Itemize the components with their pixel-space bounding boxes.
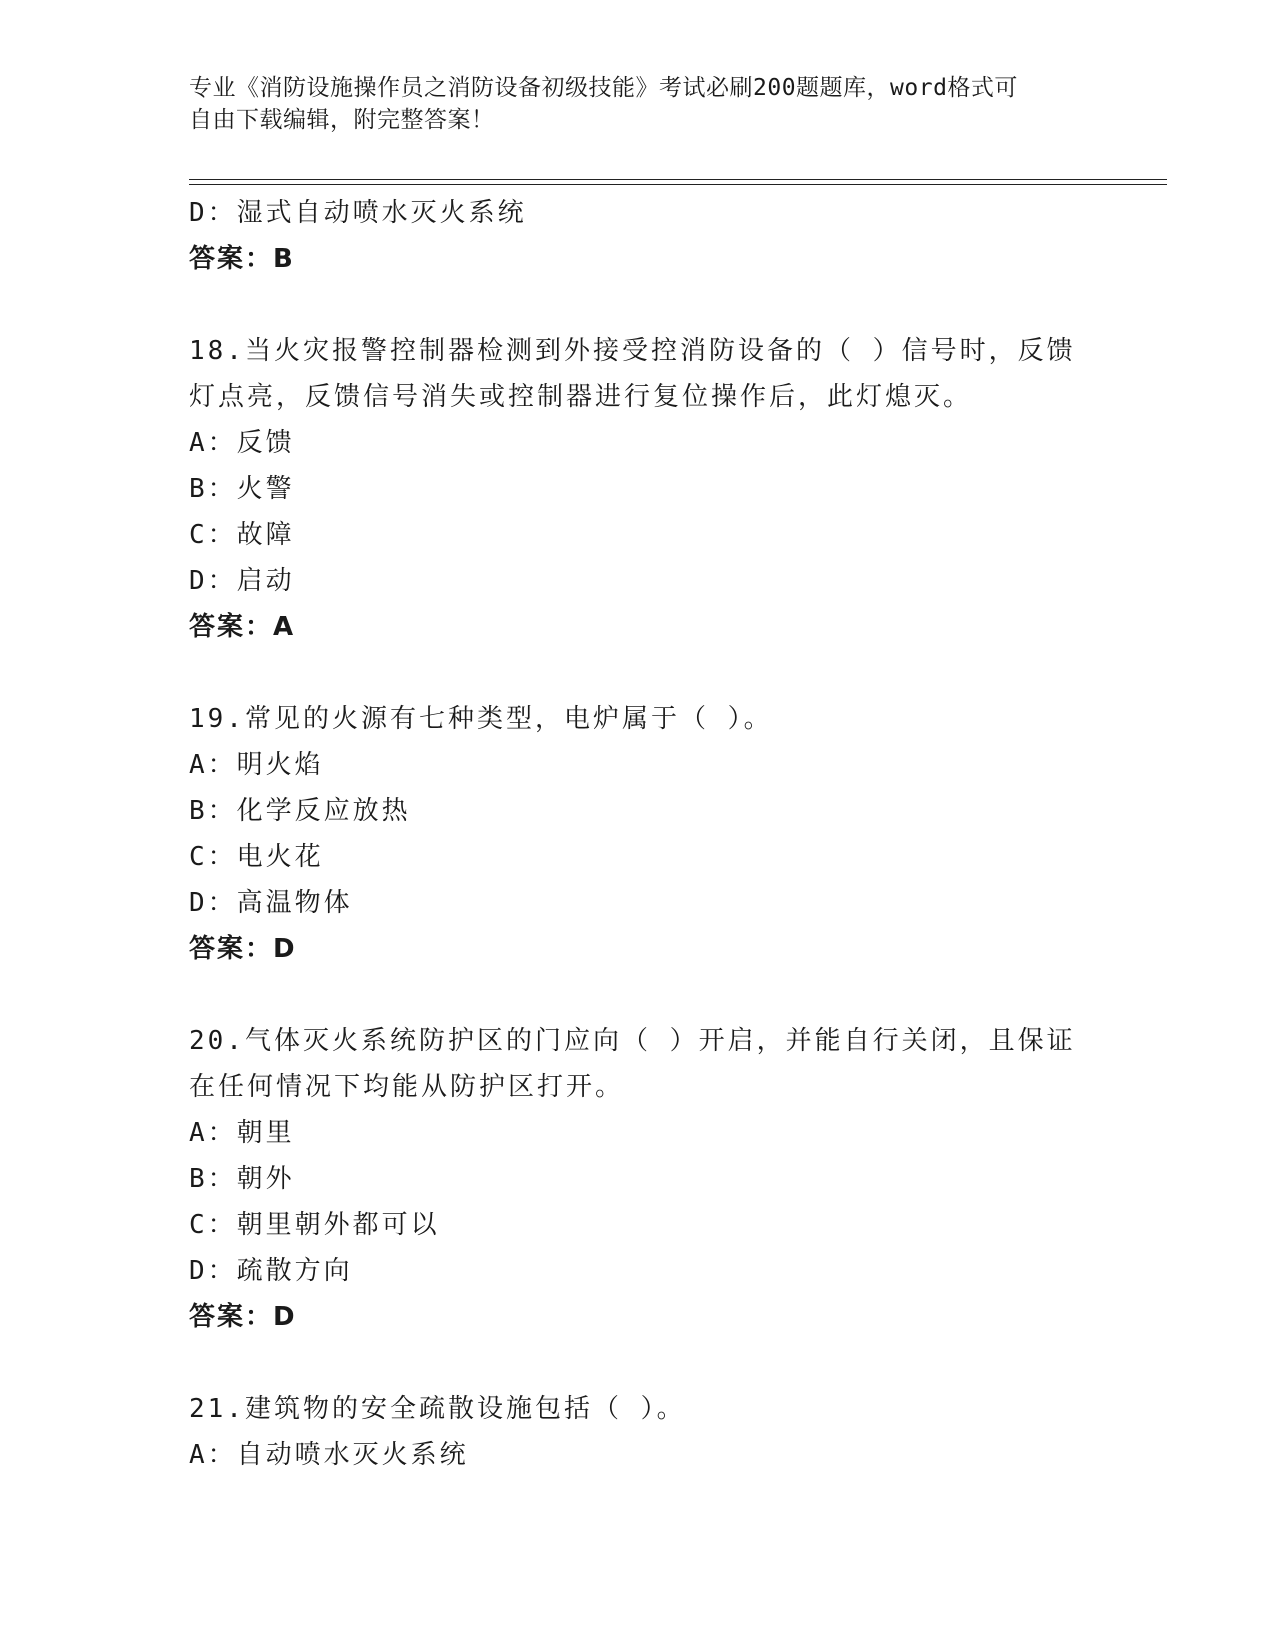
spacer <box>189 650 1089 696</box>
option-c: C：朝里朝外都可以 <box>189 1210 440 1240</box>
option-b: B：火警 <box>189 474 295 504</box>
header-divider-bottom <box>189 184 1167 185</box>
question-stem-continued: 灯点亮，反馈信号消失或控制器进行复位操作后，此灯熄灭。 <box>189 382 973 412</box>
question-20 <box>189 1018 1089 1340</box>
option-d: D：疏散方向 <box>189 1256 353 1286</box>
question-18 <box>189 328 1089 650</box>
answer: 答案：D <box>189 1302 297 1332</box>
header-divider-top <box>189 179 1167 180</box>
question-19 <box>189 696 1089 972</box>
option-c: C：故障 <box>189 520 295 550</box>
option-d: D：高温物体 <box>189 888 353 918</box>
spacer <box>189 1340 1089 1386</box>
question-21 <box>189 1386 1089 1478</box>
option-b: B：化学反应放热 <box>189 796 411 826</box>
answer: 答案：A <box>189 612 296 642</box>
option-a: A：明火焰 <box>189 750 324 780</box>
option-a: A：自动喷水灭火系统 <box>189 1440 469 1470</box>
question-stem: 18.当火灾报警控制器检测到外接受控消防设备的（ ）信号时，反馈 <box>189 336 1076 366</box>
question-stem: 20.气体灭火系统防护区的门应向（ ）开启，并能自行关闭，且保证 <box>189 1026 1076 1056</box>
question-stem: 21.建筑物的安全疏散设施包括（ ）。 <box>189 1394 686 1424</box>
question-stem: 19.常见的火源有七种类型，电炉属于（ ）。 <box>189 704 773 734</box>
option-c: C：电火花 <box>189 842 324 872</box>
spacer <box>189 972 1089 1018</box>
option-d: D：湿式自动喷水灭火系统 <box>189 198 527 228</box>
option-b: B：朝外 <box>189 1164 295 1194</box>
option-a: A：朝里 <box>189 1118 295 1148</box>
question-list <box>189 190 1089 1478</box>
option-d: D：启动 <box>189 566 295 596</box>
header-title-line-2: 自由下载编辑，附完整答案！ <box>189 107 495 133</box>
answer: 答案：B <box>189 244 295 274</box>
option-a: A：反馈 <box>189 428 295 458</box>
spacer <box>189 282 1089 328</box>
header-title-line-1: 专业《消防设施操作员之消防设备初级技能》考试必刷200题题库，word格式可 <box>189 75 1018 101</box>
question-stem-continued: 在任何情况下均能从防护区打开。 <box>189 1072 625 1102</box>
answer: 答案：D <box>189 934 297 964</box>
document-header <box>189 72 1089 136</box>
